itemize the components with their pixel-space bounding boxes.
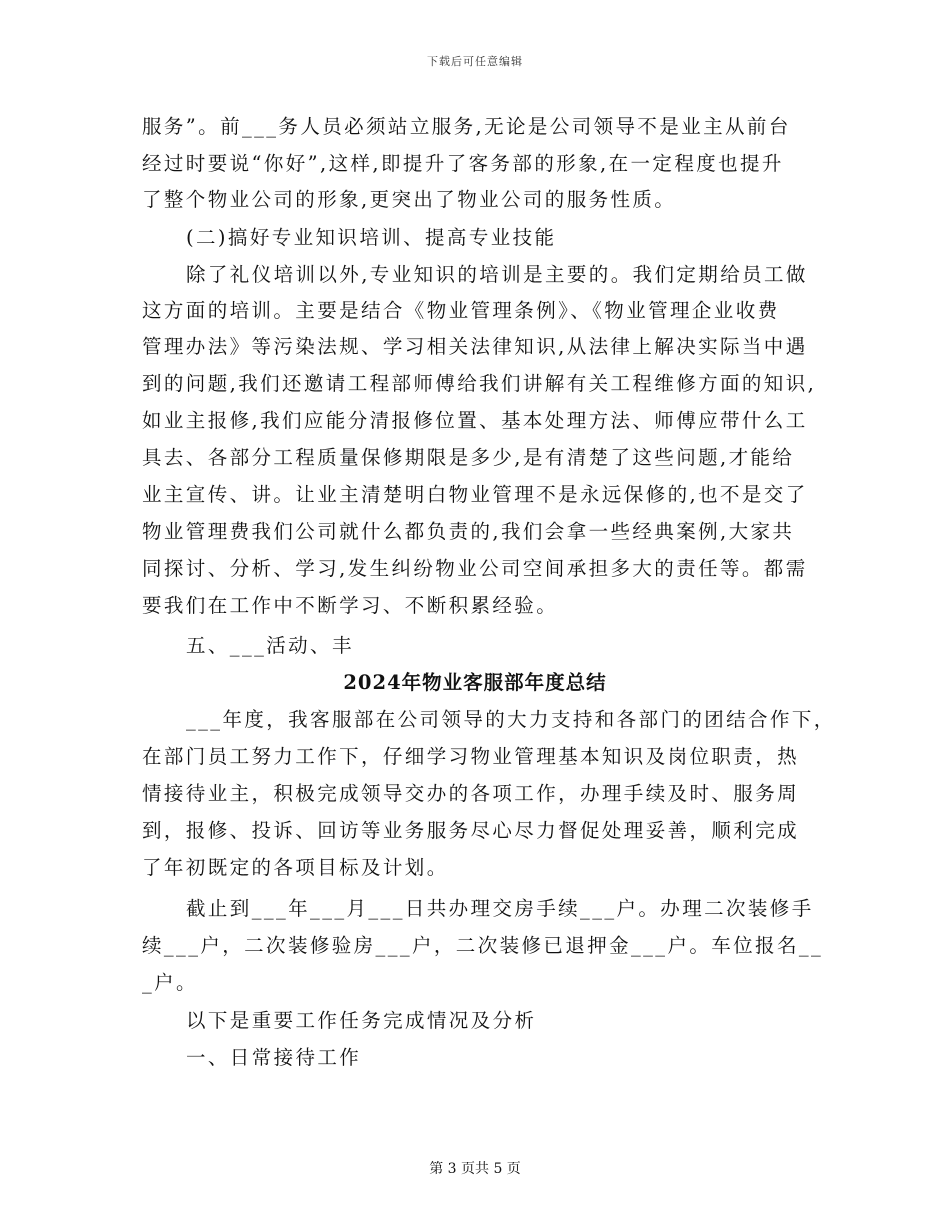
body-text-line: 物业管理费我们公司就什么都负责的,我们会拿一些经典案例,大家共 [142,520,795,543]
body-text-line: 到的问题,我们还邀请工程部师傅给我们讲解有关工程维修方面的知识, [142,372,817,395]
document-title: 2024年物业客服部年度总结 [343,671,607,694]
body-text-line: 了年初既定的各项目标及计划。 [142,856,449,879]
body-text-line: 同探讨、分析、学习,发生纠纷物业公司空间承担多大的责任等。都需 [142,557,808,580]
section-heading: (二)搞好专业知识培训、提高专业技能 [186,226,557,249]
body-text-line: 如业主报修,我们应能分清报修位置、基本处理方法、师傅应带什么工 [142,409,808,432]
body-text-line: 业主宣传、讲。让业主清楚明白物业管理不是永远保修的,也不是交了 [142,483,808,506]
body-text-line: 到，报修、投诉、回访等业务服务尽心尽力督促处理妥善，顺利完成 [142,819,800,842]
page-footer: 第 3 页共 5 页 [429,1161,521,1177]
body-text-line: 要我们在工作中不断学习、不断积累经验。 [142,594,559,617]
page-header: 下载后可任意编辑 [427,55,523,68]
section-heading: 一、日常接待工作 [186,1046,362,1069]
body-text-line: 这方面的培训。主要是结合《物业管理条例》、《物业管理企业收费 [142,299,780,322]
body-text-line: 续___户，二次装修验房___户，二次装修已退押金___户。车位报名__ [142,934,824,957]
body-text-line: 情接待业主，积极完成领导交办的各项工作，办理手续及时、服务周 [142,782,800,805]
body-text-line: 以下是重要工作任务完成情况及分析 [186,1009,537,1032]
body-text-line: _户。 [142,971,198,994]
body-text-line: 截止到___年___月___日共办理交房手续___户。办理二次装修手 [186,897,814,920]
body-text-line: 服务”。前___务人员必须站立服务,无论是公司领导不是业主从前台 [142,115,791,138]
body-text-line: 在部门员工努力工作下，仔细学习物业管理基本知识及岗位职责，热 [142,745,800,768]
body-text-line: 经过时要说“你好”,这样,即提升了客务部的形象,在一定程度也提升 [142,152,784,175]
body-text-line: 除了礼仪培训以外,专业知识的培训是主要的。我们定期给员工做 [186,263,808,286]
body-text-line: 了整个物业公司的形象,更突出了物业公司的服务性质。 [142,188,677,211]
body-text-line: 管理办法》等污染法规、学习相关法律知识,从法律上解决实际当中遇 [142,335,808,358]
body-text-line: 具去、各部分工程质量保修期限是多少,是有清楚了这些问题,才能给 [142,446,795,469]
body-text-line: ___年度，我客服部在公司领导的大力支持和各部门的团结合作下， [186,708,836,731]
section-heading: 五、___活动、丰 [186,634,354,657]
